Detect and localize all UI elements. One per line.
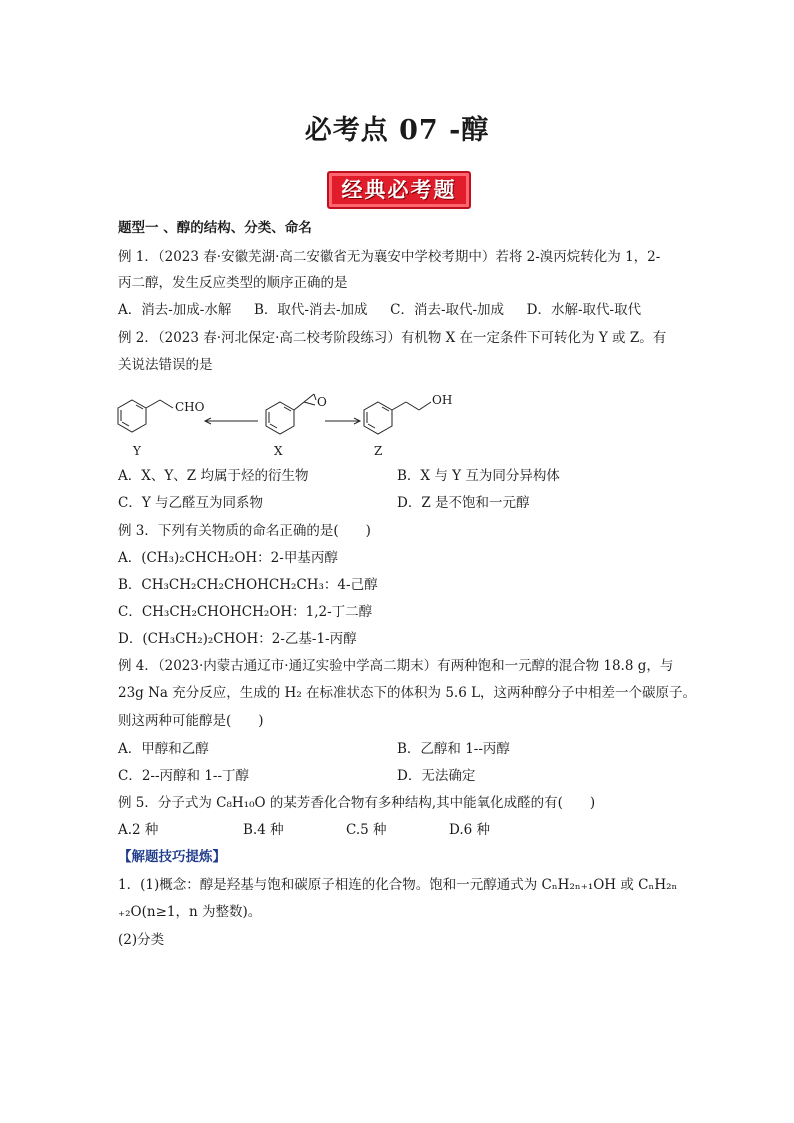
example4-option-c: C．2--丙醇和 1--丁醇: [118, 768, 250, 784]
example3-option-a: A．(CH₃)₂CHCH₂OH：2-甲基丙醇: [118, 550, 338, 566]
reaction-scheme-drawing: [110, 388, 470, 460]
example3-option-c: C．CH₃CH₂CHOHCH₂OH：1,2-丁二醇: [118, 604, 373, 620]
example5-stem: 例 5．分子式为 C₈H₁₀O 的某芳香化合物有多种结构,其中能氧化成醛的有( ): [118, 795, 596, 811]
tips-line3: (2)分类: [118, 932, 165, 948]
section-heading: 题型一 、醇的结构、分类、命名: [118, 220, 312, 236]
example4-option-b: B．乙醇和 1--丙醇: [397, 741, 510, 757]
example5-option-b: B.4 种: [243, 822, 284, 838]
benzene-ring-x: [266, 402, 294, 434]
example1-option-c: C．消去-取代-加成: [390, 302, 505, 318]
example5-option-a: A.2 种: [118, 822, 159, 838]
example1-stem-line2: 丙二醇，发生反应类型的顺序正确的是: [118, 275, 348, 291]
classic-exam-badge: [327, 171, 471, 209]
tips-line1: 1．(1)概念：醇是羟基与饱和碳原子相连的化合物。饱和一元醇通式为 CₙH₂ₙ₊₁OH 或 CₙH₂ₙ: [118, 877, 678, 893]
compound-z-label: Z: [374, 444, 383, 458]
example2-stem-line2: 关说法错误的是: [118, 357, 213, 373]
example3-option-b: B．CH₃CH₂CH₂CHOHCH₂CH₃：4-己醇: [118, 577, 378, 593]
tips-heading: 【解题技巧提炼】: [118, 849, 226, 865]
example2-option-b: B．X 与 Y 互为同分异构体: [397, 468, 560, 484]
example4-stem-line1: 例 4．（2023·内蒙古通辽市·通辽实验中学高二期末）有两种饱和一元醇的混合物 18.8 g，与: [118, 658, 674, 674]
example1-option-d: D．水解-取代-取代: [526, 302, 642, 318]
benzene-ring-y: [118, 400, 146, 432]
example4-stem-line2: 23g Na 充分反应，生成的 H₂ 在标准状态下的体积为 5.6 L，这两种醇分子中相差一个碳原子。: [118, 685, 697, 701]
example1-option-b: B．取代-消去-加成: [253, 302, 368, 318]
page-title: 必考点 07 -醇: [304, 115, 490, 146]
oh-group-label: OH: [432, 393, 453, 407]
example4-stem-line3: 则这两种可能醇是( ): [118, 713, 264, 729]
example4-option-a: A．甲醇和乙醇: [118, 741, 209, 757]
example3-stem: 例 3．下列有关物质的命名正确的是( ): [118, 523, 371, 539]
example4-option-d: D．无法确定: [397, 768, 476, 784]
example5-option-d: D.6 种: [449, 822, 491, 838]
compound-y-label: Y: [133, 444, 141, 458]
benzene-ring-z: [364, 402, 392, 434]
badge-label: 经典必考题: [341, 178, 457, 202]
example1-stem-line1: 例 1．（2023 春·安徽芜湖·高二安徽省无为襄安中学校考期中）若将 2-溴丙烷转化为 1，2-: [118, 249, 661, 265]
compound-x-label: X: [274, 444, 283, 458]
example2-stem-line1: 例 2．（2023 春·河北保定·高二校考阶段练习）有机物 X 在一定条件下可转化为 Y 或 Z。有: [118, 330, 667, 346]
example2-option-a: A．X、Y、Z 均属于烃的衍生物: [118, 468, 309, 484]
cho-group-label: CHO: [175, 400, 205, 414]
reaction-scheme: [110, 388, 470, 460]
tips-line2: ₊₂O(n≥1，n 为整数)。: [118, 904, 262, 920]
example2-option-d: D．Z 是不饱和一元醇: [397, 495, 530, 511]
example5-option-c: C.5 种: [346, 822, 387, 838]
epoxide-oxygen-label: O: [317, 395, 327, 409]
example3-option-d: D．(CH₃CH₂)₂CHOH：2-乙基-1-丙醇: [118, 631, 357, 647]
example1-options: [118, 301, 641, 319]
example1-option-a: A．消去-加成-水解: [118, 302, 232, 318]
example2-option-c: C．Y 与乙醛互为同系物: [118, 495, 264, 511]
